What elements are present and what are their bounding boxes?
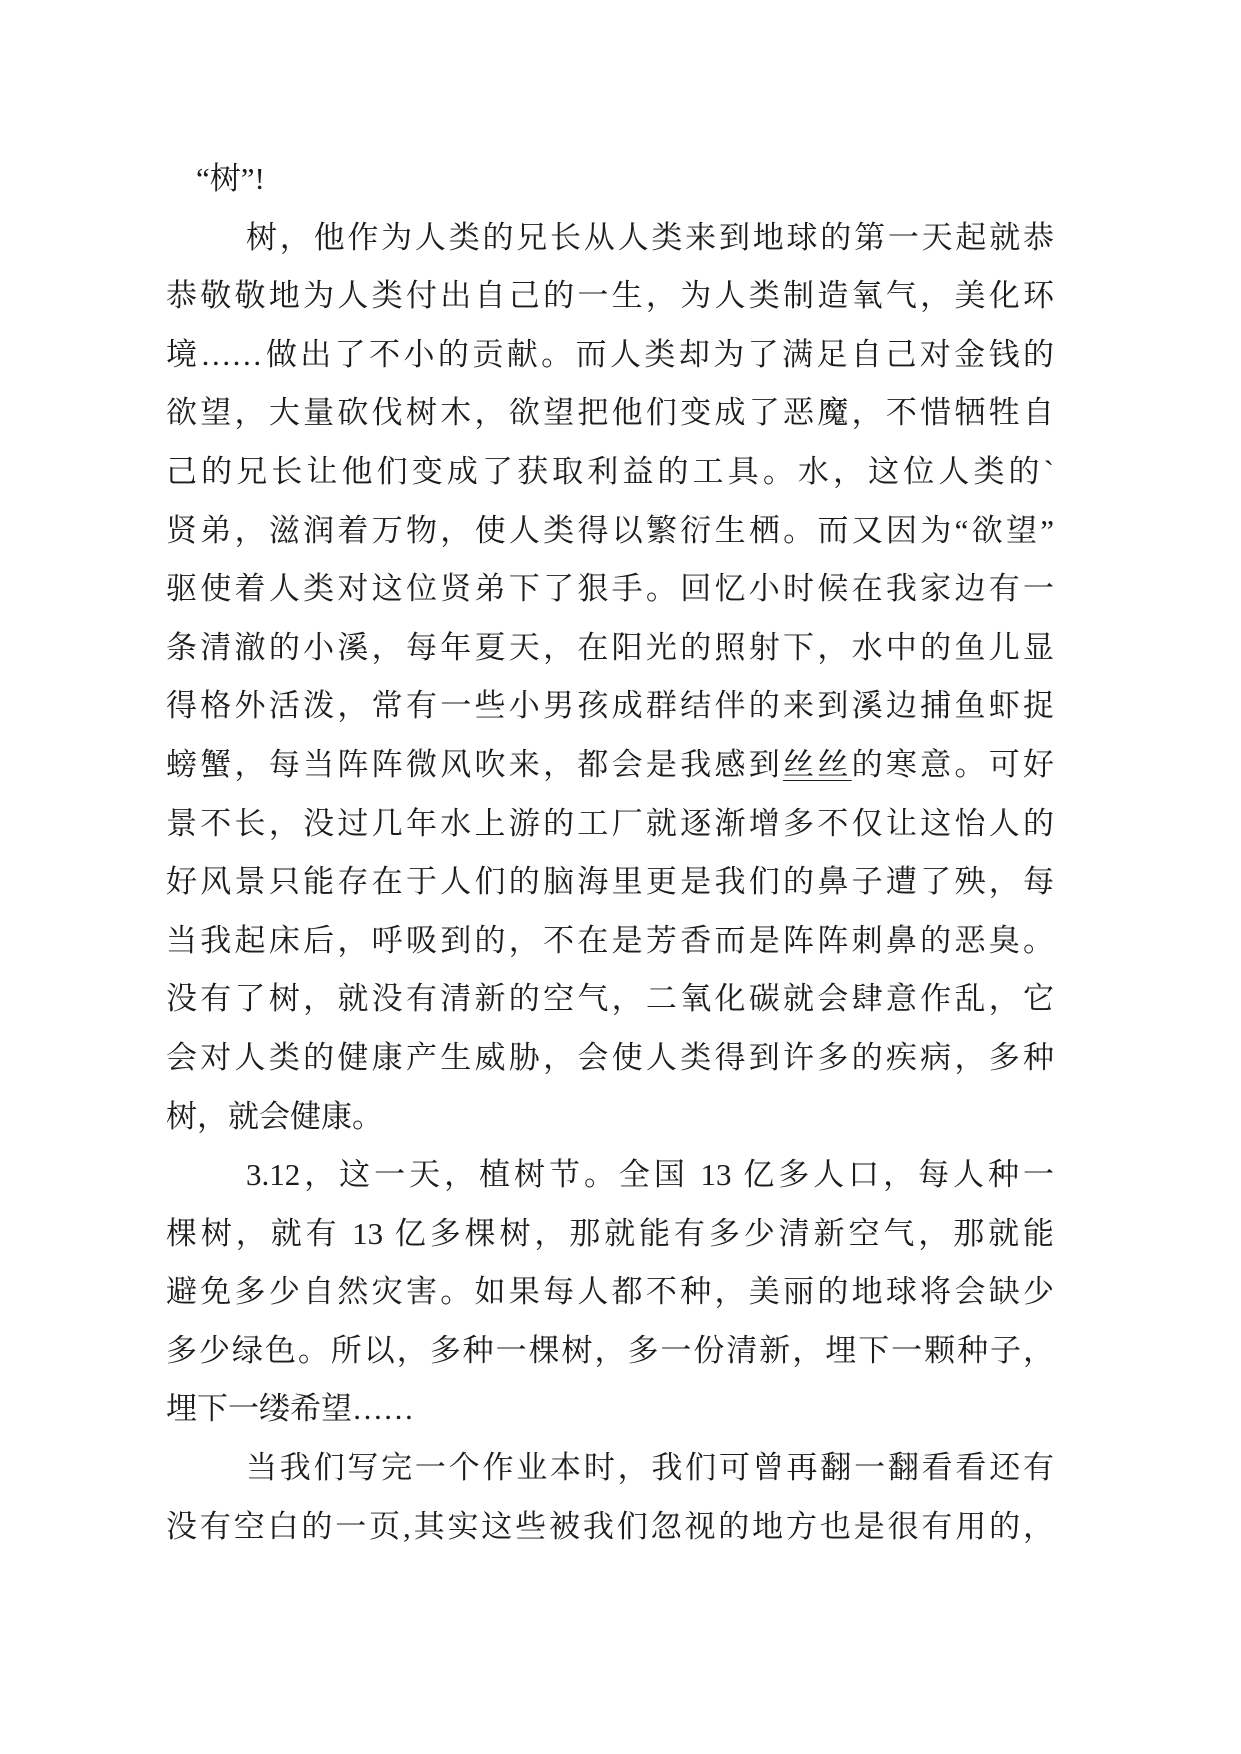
text-line bbox=[166, 736, 1054, 795]
text-line bbox=[166, 912, 1054, 971]
text-run: 棵树，就有 13 亿多棵树，那就能有多少清新空气，那就能 bbox=[166, 1215, 1054, 1251]
text-run: 景不长，没过几年水上游的工厂就逐渐增多不仅让这怡人的 bbox=[166, 805, 1054, 841]
text-run: 当我们写完一个作业本时，我们可曾再翻一翻看看还有 bbox=[246, 1450, 1054, 1486]
text-line bbox=[166, 795, 1054, 854]
text-run: 条清澈的小溪，每年夏天，在阳光的照射下，水中的鱼儿显 bbox=[166, 629, 1054, 665]
text-line bbox=[166, 1322, 1054, 1381]
text-run: 螃蟹，每当阵阵微风吹来，都会是我感到 bbox=[166, 746, 784, 782]
text-run: 得格外活泼，常有一些小男孩成群结伴的来到溪边捕鱼虾捉 bbox=[166, 688, 1054, 724]
text-run: “树”! bbox=[196, 161, 265, 196]
text-run: 欲望，大量砍伐树木，欲望把他们变成了恶魔，不惜牺牲自 bbox=[166, 395, 1054, 431]
text-line bbox=[166, 502, 1054, 561]
text-line bbox=[166, 1263, 1054, 1322]
text-line bbox=[166, 1205, 1054, 1264]
underlined-text-run: 丝丝 bbox=[783, 746, 852, 782]
text-line bbox=[166, 853, 1054, 912]
text-run: 会对人类的健康产生威胁，会使人类得到许多的疾病，多种 bbox=[166, 1039, 1054, 1075]
text-line bbox=[166, 443, 1054, 502]
text-line bbox=[166, 384, 1054, 443]
text-run: 好风景只能存在于人们的脑海里更是我们的鼻子遭了殃，每 bbox=[166, 864, 1054, 900]
text-run: 己的兄长让他们变成了获取利益的工具。水，这位人类的` bbox=[166, 453, 1054, 489]
text-run: 驱使着人类对这位贤弟下了狠手。回忆小时候在我家边有一 bbox=[166, 571, 1054, 607]
text-line bbox=[166, 1498, 1054, 1557]
text-run: 没有空白的一页,其实这些被我们忽视的地方也是很有用的， bbox=[166, 1508, 1054, 1544]
text-line bbox=[166, 1439, 1054, 1498]
text-line bbox=[166, 267, 1054, 326]
text-line bbox=[166, 619, 1054, 678]
text-run: 境……做出了不小的贡献。而人类却为了满足自己对金钱的 bbox=[166, 336, 1054, 372]
text-line bbox=[166, 326, 1054, 385]
text-line bbox=[166, 1380, 1054, 1439]
text-run: 3.12，这一天，植树节。全国 13 亿多人口，每人种一 bbox=[246, 1157, 1054, 1193]
text-run: 贤弟，滋润着万物，使人类得以繁衍生栖。而又因为“欲望” bbox=[166, 512, 1054, 548]
text-run: 树，就会健康。 bbox=[166, 1098, 383, 1134]
essay-text bbox=[166, 150, 1054, 1556]
text-line bbox=[166, 970, 1054, 1029]
text-line bbox=[166, 677, 1054, 736]
text-run: 的寒意。可好 bbox=[851, 746, 1054, 782]
text-run: 多少绿色。所以，多种一棵树，多一份清新，埋下一颗种子， bbox=[166, 1332, 1054, 1368]
text-run: 埋下一缕希望…… bbox=[166, 1391, 414, 1427]
text-run: 恭敬敬地为人类付出自己的一生，为人类制造氧气，美化环 bbox=[166, 278, 1054, 314]
text-line bbox=[166, 1088, 1054, 1147]
text-run: 避免多少自然灾害。如果每人都不种，美丽的地球将会缺少 bbox=[166, 1274, 1054, 1310]
text-line bbox=[166, 1146, 1054, 1205]
text-line bbox=[166, 1029, 1054, 1088]
text-line bbox=[166, 560, 1054, 619]
text-line bbox=[166, 150, 1054, 209]
text-run: 树，他作为人类的兄长从人类来到地球的第一天起就恭 bbox=[246, 219, 1054, 255]
text-line bbox=[166, 209, 1054, 268]
text-run: 当我起床后，呼吸到的，不在是芳香而是阵阵刺鼻的恶臭。 bbox=[166, 922, 1054, 958]
text-run: 没有了树，就没有清新的空气，二氧化碳就会肆意作乱，它 bbox=[166, 981, 1054, 1017]
